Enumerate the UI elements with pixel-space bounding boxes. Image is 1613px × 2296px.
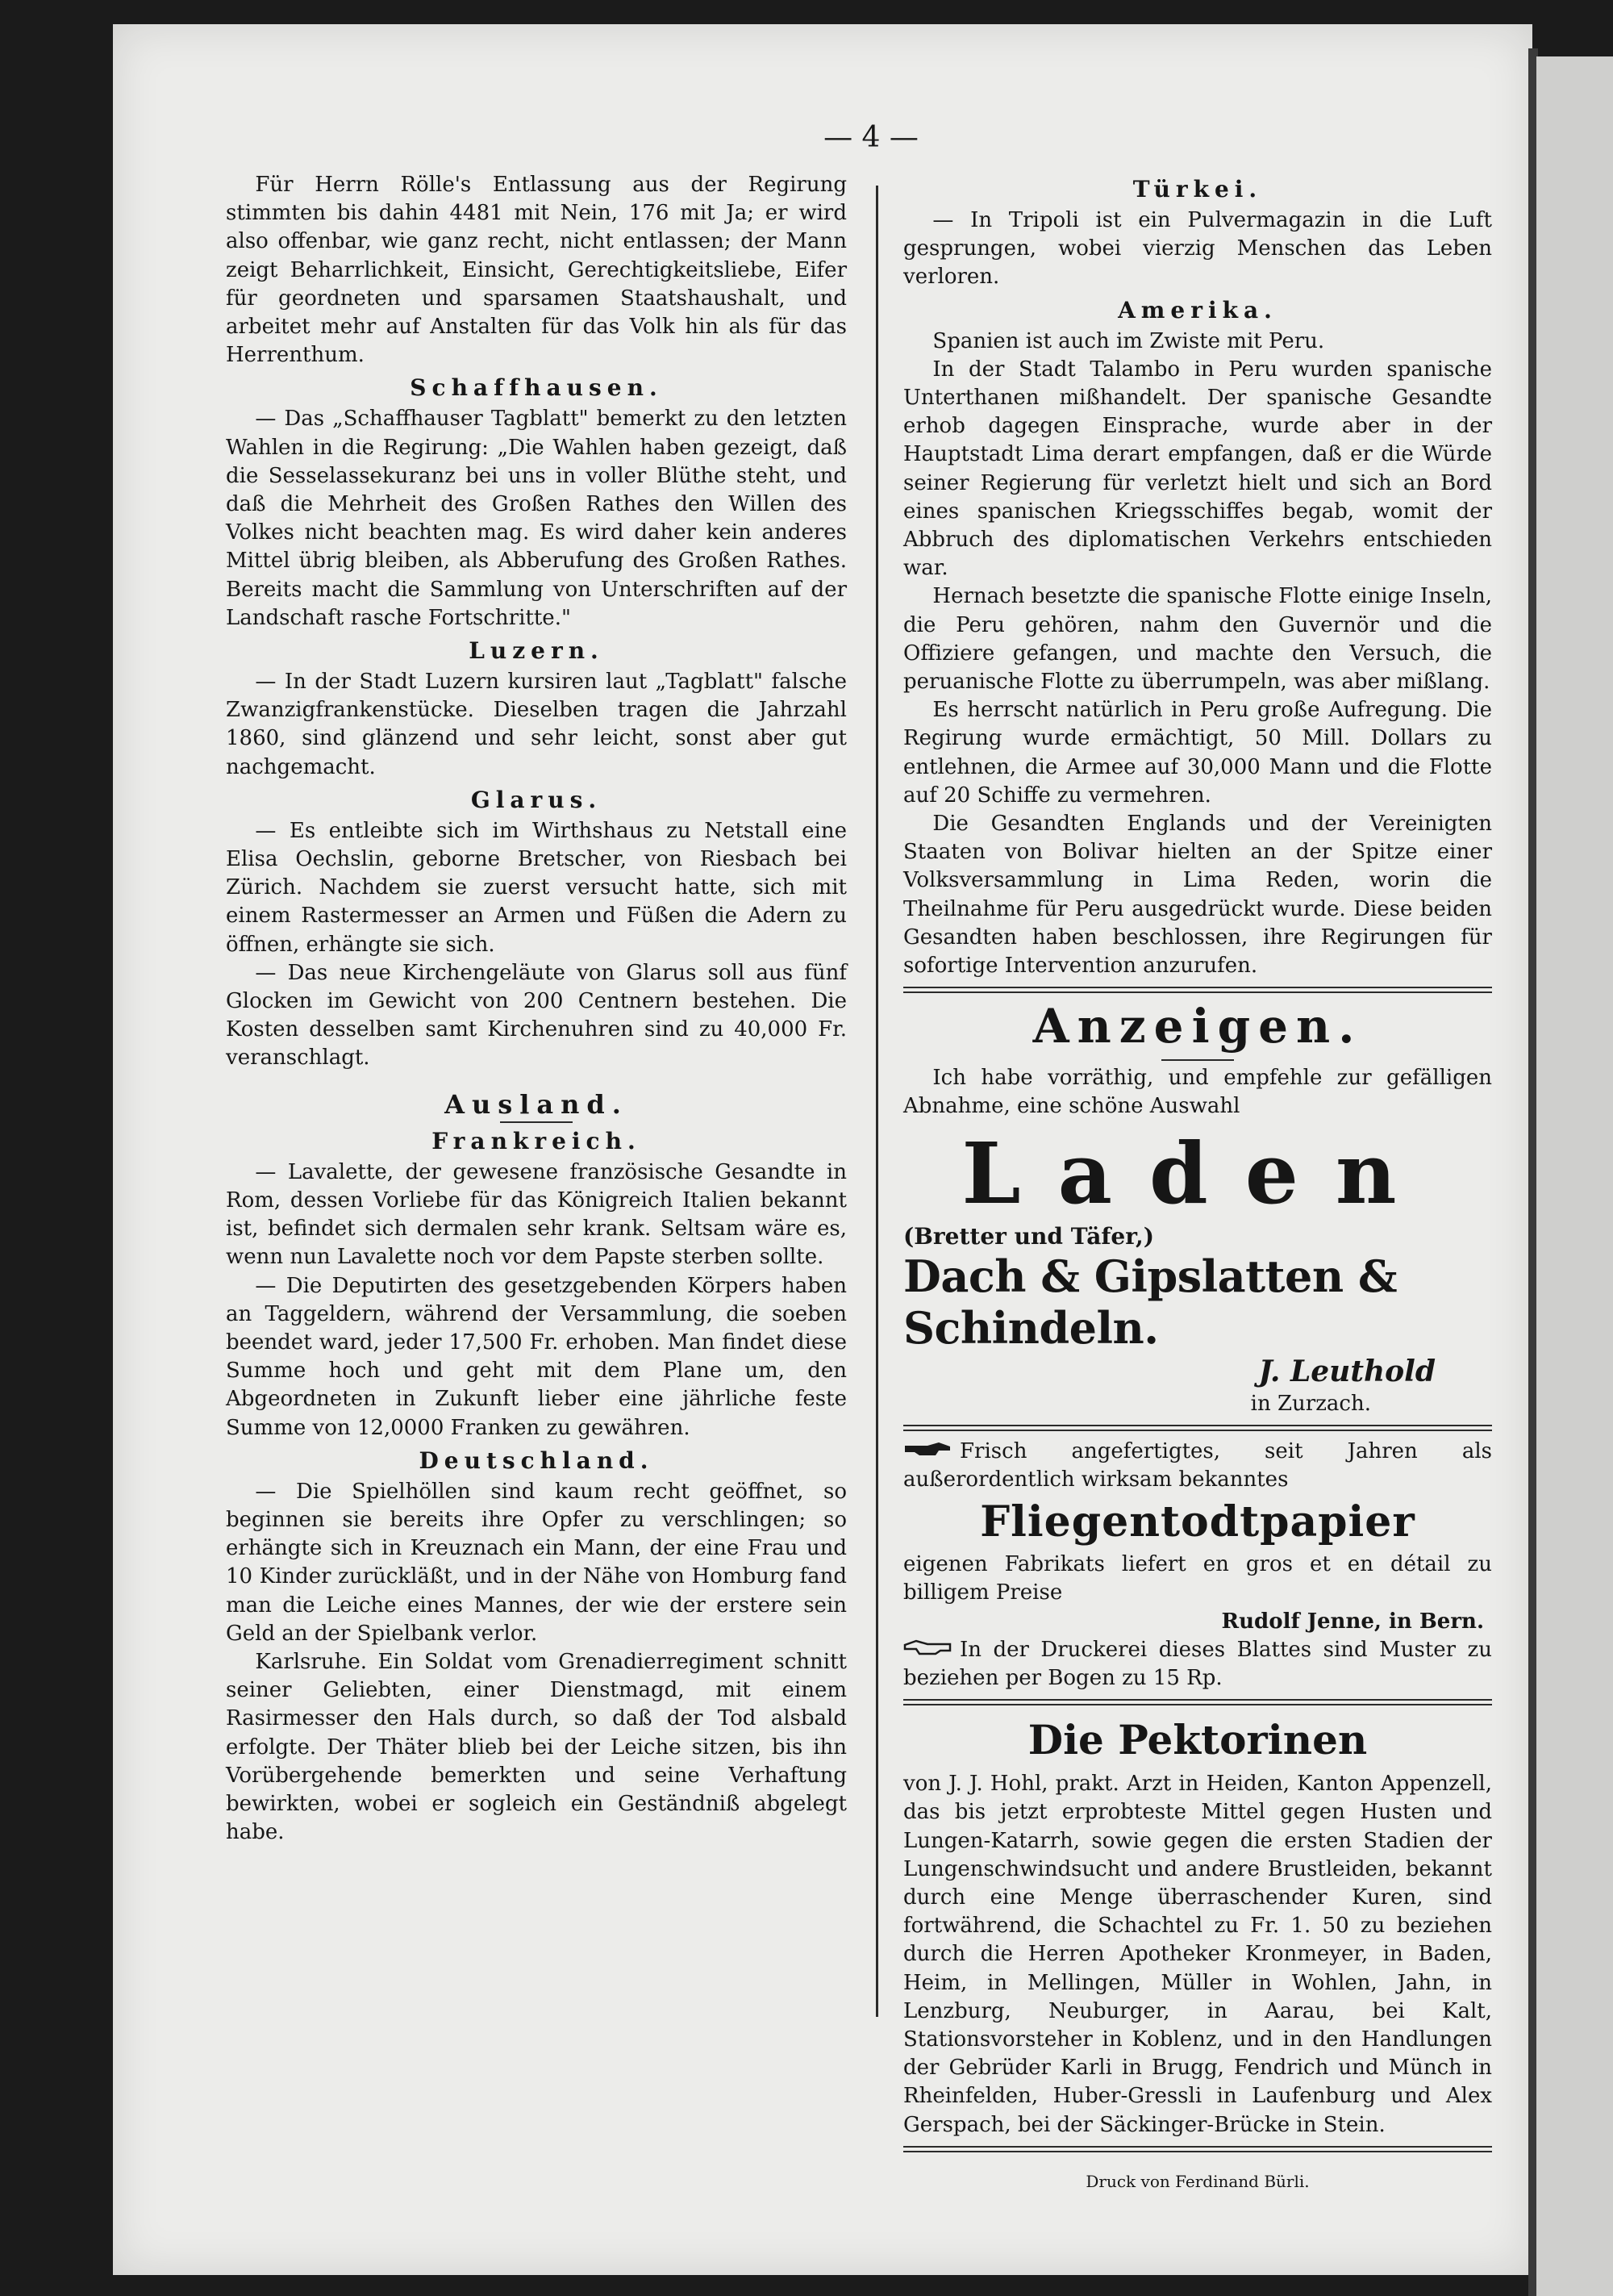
ad-divider xyxy=(903,1699,1492,1705)
article-amerika-5: Die Gesandten Englands und der Vereinigten Staaten von Bolivar hielten an der Spitze einer Volksversammlung in Lima Reden, worin die Theilnahme für Peru ausgedrückt wurde. Diese beiden Gesandten haben beschlossen, ihre Regirungen für sofortige Intervention anzurufen. xyxy=(903,812,1492,979)
section-divider xyxy=(903,987,1492,993)
heading-ausland: Ausland. xyxy=(444,1088,628,1120)
heading-anzeigen: Anzeigen. xyxy=(1032,999,1363,1054)
pointing-hand-icon xyxy=(903,1638,952,1659)
ad-divider xyxy=(903,1425,1492,1431)
article-amerika-2: In der Stadt Talambo in Peru wurden spanische Unterthanen mißhandelt. Der spanische Gesandte erhob dagegen Einsprache, wurde aber in der Hauptstadt Lima derart empfangen, daß er die Würde seiner Regierung für verletzt hielt und sich an Bord eines spanischen Kriegsschiffes begab, womit der Abbruch des diplomatischen Verkehrs entschieden war. xyxy=(903,357,1492,581)
article-schaffhausen: — Das „Schaffhauser Tagblatt" bemerkt zu den letzten Wahlen in die Regirung: „Die Wahlen haben gezeigt, daß die Sesselassekuranz bei uns in voller Blüthe steht, und daß die Mehrheit des Großen Rathes den Willen des Volkes nicht beachten mag. Es wird daher kein anderes Mittel übrig bleiben, als Abberufung des Großen Rathes. Bereits macht die Sammlung von Unterschriften auf der Landschaft rasche Fortschritte." xyxy=(226,407,847,630)
divider xyxy=(500,1121,573,1123)
ad-divider xyxy=(903,2146,1492,2152)
article-luzern: — In der Stadt Luzern kursiren laut „Tagblatt" falsche Zwanzigfrankenstücke. Dieselben tragen die Jahrzahl 1860, sind glänzend und sehr leicht, sonst aber gut nachgemacht. xyxy=(226,670,847,779)
article-intro: Für Herrn Rölle's Entlassung aus der Regirung stimmten bis dahin 4481 mit Nein, 176 mit Ja; er wird also offenbar, wie ganz recht, nicht entlassen; der Mann zeigt Beharrlichkeit, Einsicht, Gerechtigkeitsliebe, Eifer für geordneten und sparsamen Staatshaushalt, und arbeitet mehr auf Anstalten für das Volk hin als für das Herrenthum. xyxy=(226,173,847,368)
ad-pektorinen-text: von J. J. Hohl, prakt. Arzt in Heiden, Kanton Appenzell, das bis jetzt erprobteste Mittel gegen Husten und Lungen-Katarrh, sowie gegen die ersten Stadien der Lungenschwindsucht und andere Brustleiden, bekannt durch eine Menge überraschender Kuren, sind fortwährend, die Schachtel zu Fr. 1. 50 zu beziehen durch die Herren Apotheker Kronmeyer, in Baden, Heim, in Mellingen, Müller in Wohlen, Jahn, in Lenzburg, Neuburger, in Aarau, bei Kalt, Stationsvorsteher in Koblenz, und in den Handlungen der Gebrüder Karli in Brugg, Fendrich und Münch in Rheinfelden, Huber-Gressli in Laufenburg und Alex Gerspach, bei der Säckinger-Brücke in Stein. xyxy=(903,1772,1492,2137)
article-amerika-4: Es herrscht natürlich in Peru große Aufregung. Die Regirung wurde ermächtigt, 50 Mill. Dollars zu entlehnen, die Armee auf 30,000 Mann und die Flotte auf 20 Schiffe zu vermehren. xyxy=(903,698,1492,808)
heading-amerika: Amerika. xyxy=(1118,296,1277,324)
ad-laden-products: Dach & Gipslatten & Schindeln. xyxy=(903,1250,1398,1354)
ad-laden-merchant: J. Leuthold xyxy=(1258,1354,1436,1388)
ad-laden-intro: Ich habe vorräthig, und empfehle zur gefälligen Abnahme, eine schöne Auswahl xyxy=(903,1066,1492,1119)
article-deutschland-2: Karlsruhe. Ein Soldat vom Grenadierregiment schnitt seiner Geliebten, einer Dienstmagd, mit einem Rasirmesser den Hals durch, so daß der Tod alsbald erfolgte. Der Thäter blieb bei der Leiche sitzen, bis ihn Vorübergehende bemerkten und seine Verhaftung bewirkten, wobei er sogleich ein Geständniß abgelegt habe. xyxy=(226,1649,847,1845)
printer-imprint: Druck von Ferdinand Bürli. xyxy=(1086,2171,1310,2191)
article-amerika-1: Spanien ist auch im Zwiste mit Peru. xyxy=(932,328,1325,353)
pointing-hand-icon xyxy=(903,1439,952,1460)
adjacent-page-edge xyxy=(1536,56,1613,2296)
heading-luzern: Luzern. xyxy=(469,637,604,665)
ad-laden-subtitle: (Bretter und Täfer,) xyxy=(903,1222,1154,1250)
ad-fliegen-intro-text: Frisch angefertigtes, seit Jahren als außerordentlich wirksam bekanntes xyxy=(903,1438,1492,1492)
ad-fliegen-text: eigenen Fabrikats liefert en gros et en détail zu billigem Preise xyxy=(903,1552,1492,1605)
heading-schaffhausen: Schaffhausen. xyxy=(410,374,663,402)
ad-fliegen-title: Fliegentodtpapier xyxy=(980,1497,1415,1547)
article-deutschland-1: — Die Spielhöllen sind kaum recht geöffnet, so beginnen sie bereits ihre Opfer zu verschlingen; so erhängte sich in Kreuznach ein Mann, der eine Frau und 10 Kinder zurückläßt, und in der Nähe von Homburg fand man die Leiche eines Mannes, der wie der erstere sein Geld an der Spielbank verlor. xyxy=(226,1479,847,1646)
ad-laden-place: in Zurzach. xyxy=(1250,1391,1371,1416)
article-tuerkei: — In Tripoli ist ein Pulvermagazin in die Luft gesprungen, wobei vierzig Menschen das Leben verloren. xyxy=(903,208,1492,290)
heading-tuerkei: Türkei. xyxy=(1132,176,1263,202)
article-frankreich-1: — Lavalette, der gewesene französische Gesandte in Rom, dessen Vorliebe für das Königreich Italien bekannt ist, befindet sich dermalen sehr krank. Seltsam wäre es, wenn nun Lavalette noch vor dem Papste sterben sollte. xyxy=(226,1159,847,1270)
page-number: — 4 — xyxy=(823,121,919,154)
column-rule xyxy=(876,186,878,2017)
ad-pektorinen-title: Die Pektorinen xyxy=(1027,1716,1368,1764)
article-glarus-2: — Das neue Kirchengeläute von Glarus soll aus fünf Glocken im Gewicht von 200 Centnern bestehen. Die Kosten desselben samt Kirchenuhren sind zu 40,000 Fr. veranschlagt. xyxy=(226,960,847,1071)
article-glarus-1: — Es entleibte sich im Wirthshaus zu Netstall eine Elisa Oechslin, geborne Bretscher, von Riesbach bei Zürich. Nachdem sie zuerst versucht hatte, sich mit einem Rastermesser an Armen und Füßen die Adern zu öffnen, erhängte sie sich. xyxy=(226,818,847,957)
article-frankreich-2: — Die Deputirten des gesetzgebenden Körpers haben an Taggeldern, während der Versammlung, die soeben beendet ward, jeder 17,500 Fr. erhoben. Man findet diese Summe hoch und geht mit dem Plane um, den Abgeordneten in Zukunft lieber eine jährliche feste Summe von 12,0000 Franken zu gewähren. xyxy=(226,1273,847,1440)
ad-fliegen-note-text: In der Druckerei dieses Blattes sind Muster zu beziehen per Bogen zu 15 Rp. xyxy=(903,1637,1492,1690)
right-column xyxy=(903,171,1492,2193)
left-column xyxy=(226,171,847,1847)
ad-fliegen-note xyxy=(903,1636,1492,1693)
heading-frankreich: Frankreich. xyxy=(431,1127,641,1154)
heading-glarus: Glarus. xyxy=(470,786,602,813)
ad-fliegen-intro xyxy=(903,1438,1492,1494)
ad-laden-title: Laden xyxy=(961,1123,1434,1223)
heading-deutschland: Deutschland. xyxy=(419,1446,654,1474)
article-amerika-3: Hernach besetzte die spanische Flotte einige Inseln, die Peru gehören, nahm den Guvernör und die Offiziere gefangen, und machte den Versuch, die peruanische Flotte zu überrumpeln, was aber mißlang. xyxy=(903,584,1492,695)
ad-fliegen-seller: Rudolf Jenne, in Bern. xyxy=(1221,1609,1484,1634)
divider xyxy=(1161,1059,1234,1061)
